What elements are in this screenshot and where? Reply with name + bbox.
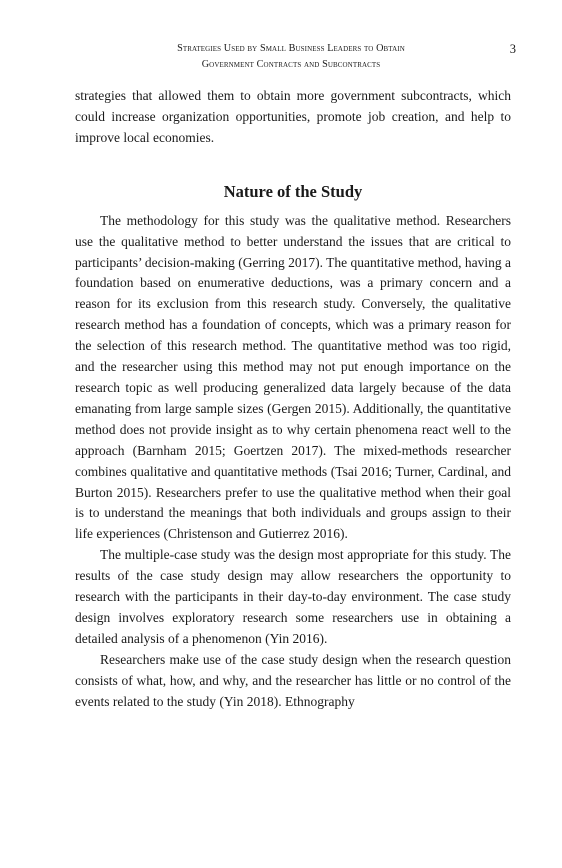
running-head xyxy=(110,41,472,73)
paragraph-methodology: The methodology for this study was the qualitative method. Researchers use the qualitative method to better understand the issues that are critical to participants’ decision-making (Gerring 2017). The quantitative method, having a foundation based on enumerative deductions, was a primary concern and a reason for its exclusion from this research study. Conversely, the qualitative research method has a foundation of concepts, which was a primary reason for the selection of this research method. The quantitative method was too rigid, and the researcher using this method may not put enough importance on the research topic as well producing generalized data largely because of the data emanating from large sample sizes (Gergen 2015). Additionally, the quantitative method does not provide insight as to why certain phenomena react well to the approach (Barnham 2015; Goertzen 2017). The mixed-methods researcher combines qualitative and quantitative methods (Tsai 2016; Turner, Cardinal, and Burton 2015). Researchers prefer to use the qualitative method when their goal is to understand the meanings that both individuals and groups assign to their life experiences (Christenson and Gutierrez 2016). xyxy=(75,212,511,542)
paragraph-case-study: The multiple-case study was the design most appropriate for this study. The results of the case study design may allow researchers the opportunity to research with the participants in their day-to-day environment. The case study design involves exploratory research some researchers use in obtaining a detailed analysis of a phenomenon (Yin 2016). xyxy=(75,547,511,646)
running-head-line-1: Strategies Used by Small Business Leaders to Obtain xyxy=(177,43,405,54)
intro-paragraph: strategies that allowed them to obtain more government subcontracts, which could increase organization opportunities, promote job creation, and help to improve local economies. xyxy=(75,88,511,145)
section-heading: Nature of the Study xyxy=(223,181,363,201)
body-text xyxy=(75,86,511,712)
running-head-line-2: Government Contracts and Subcontracts xyxy=(201,59,381,70)
paragraph-research-design: Researchers make use of the case study design when the research question consists of what, how, and why, and the researcher has little or no control of the events related to the study (Yin 2018). Ethnography xyxy=(75,651,511,709)
page-number: 3 xyxy=(509,42,516,56)
